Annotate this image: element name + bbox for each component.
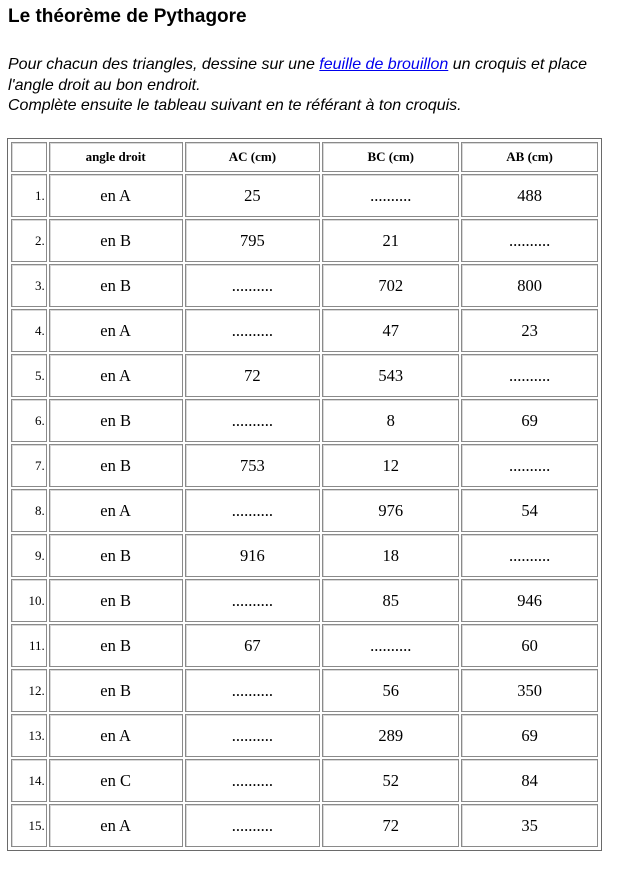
- row-number: 10.: [11, 579, 47, 622]
- cell-angle-droit: en B: [49, 444, 183, 487]
- cell-ac: ..........: [185, 759, 321, 802]
- cell-angle-droit: en B: [49, 579, 183, 622]
- header-bc: BC (cm): [322, 142, 459, 172]
- table-row: [11, 759, 598, 802]
- cell-bc: 18: [322, 534, 459, 577]
- row-number: 5.: [11, 354, 47, 397]
- table-row: [11, 399, 598, 442]
- row-number: 14.: [11, 759, 47, 802]
- exercise-table: [9, 140, 600, 849]
- instructions-text-before-link: Pour chacun des triangles, dessine sur une: [8, 56, 320, 73]
- cell-ac: 795: [185, 219, 321, 262]
- row-number: 15.: [11, 804, 47, 847]
- cell-angle-droit: en B: [49, 399, 183, 442]
- cell-angle-droit: en B: [49, 669, 183, 712]
- cell-bc: 8: [322, 399, 459, 442]
- row-number: 4.: [11, 309, 47, 352]
- cell-ab: ..........: [461, 219, 598, 262]
- table-row: [11, 714, 598, 757]
- table-body: [11, 174, 598, 847]
- cell-ac: ..........: [185, 309, 321, 352]
- cell-bc: 47: [322, 309, 459, 352]
- table-row: [11, 534, 598, 577]
- row-number: 8.: [11, 489, 47, 532]
- table-row: [11, 579, 598, 622]
- cell-bc: 52: [322, 759, 459, 802]
- cell-bc: 702: [322, 264, 459, 307]
- cell-angle-droit: en B: [49, 624, 183, 667]
- cell-ac: 67: [185, 624, 321, 667]
- row-number: 7.: [11, 444, 47, 487]
- cell-ac: 916: [185, 534, 321, 577]
- table-row: [11, 489, 598, 532]
- cell-bc: 543: [322, 354, 459, 397]
- cell-ab: 69: [461, 399, 598, 442]
- header-angle-droit: angle droit: [49, 142, 183, 172]
- cell-ac: ..........: [185, 804, 321, 847]
- cell-ab: ..........: [461, 534, 598, 577]
- cell-ab: 60: [461, 624, 598, 667]
- cell-angle-droit: en A: [49, 309, 183, 352]
- cell-bc: 976: [322, 489, 459, 532]
- cell-ab: 35: [461, 804, 598, 847]
- cell-ac: ..........: [185, 399, 321, 442]
- cell-ac: 753: [185, 444, 321, 487]
- page-title: Le théorème de Pythagore: [8, 6, 247, 27]
- header-ac: AC (cm): [185, 142, 321, 172]
- instructions-text-after-link: un croquis et place l'angle droit au bon endroit.: [8, 56, 588, 94]
- cell-ab: 350: [461, 669, 598, 712]
- table-row: [11, 804, 598, 847]
- row-number: 12.: [11, 669, 47, 712]
- row-number: 3.: [11, 264, 47, 307]
- table-row: [11, 444, 598, 487]
- cell-ac: ..........: [185, 669, 321, 712]
- table-row: [11, 219, 598, 262]
- row-number: 11.: [11, 624, 47, 667]
- cell-ac: ..........: [185, 264, 321, 307]
- table-row: [11, 264, 598, 307]
- row-number: 1.: [11, 174, 47, 217]
- cell-ab: 946: [461, 579, 598, 622]
- cell-ac: ..........: [185, 714, 321, 757]
- cell-ac: 25: [185, 174, 321, 217]
- cell-angle-droit: en A: [49, 354, 183, 397]
- header-ab: AB (cm): [461, 142, 598, 172]
- table-row: [11, 309, 598, 352]
- cell-bc: ..........: [322, 624, 459, 667]
- header-number: [11, 142, 47, 172]
- cell-angle-droit: en A: [49, 489, 183, 532]
- cell-angle-droit: en B: [49, 534, 183, 577]
- cell-ab: ..........: [461, 354, 598, 397]
- exercise-table-frame: [7, 138, 602, 851]
- cell-angle-droit: en A: [49, 714, 183, 757]
- cell-ac: ..........: [185, 579, 321, 622]
- cell-angle-droit: en A: [49, 174, 183, 217]
- row-number: 9.: [11, 534, 47, 577]
- instructions-line-2: Complète ensuite le tableau suivant en te référant à ton croquis.: [8, 97, 462, 114]
- cell-ac: 72: [185, 354, 321, 397]
- cell-ab: 69: [461, 714, 598, 757]
- cell-ab: 54: [461, 489, 598, 532]
- cell-bc: 12: [322, 444, 459, 487]
- cell-bc: 85: [322, 579, 459, 622]
- cell-bc: 56: [322, 669, 459, 712]
- cell-angle-droit: en B: [49, 264, 183, 307]
- cell-bc: 21: [322, 219, 459, 262]
- table-row: [11, 624, 598, 667]
- row-number: 2.: [11, 219, 47, 262]
- table-row: [11, 354, 598, 397]
- brouillon-link[interactable]: feuille de brouillon: [319, 56, 449, 73]
- cell-bc: 72: [322, 804, 459, 847]
- cell-ab: 23: [461, 309, 598, 352]
- cell-bc: ..........: [322, 174, 459, 217]
- cell-ab: 84: [461, 759, 598, 802]
- cell-angle-droit: en C: [49, 759, 183, 802]
- cell-bc: 289: [322, 714, 459, 757]
- table-row: [11, 174, 598, 217]
- cell-ab: ..........: [461, 444, 598, 487]
- cell-angle-droit: en A: [49, 804, 183, 847]
- row-number: 13.: [11, 714, 47, 757]
- cell-ac: ..........: [185, 489, 321, 532]
- table-row: [11, 669, 598, 712]
- row-number: 6.: [11, 399, 47, 442]
- cell-angle-droit: en B: [49, 219, 183, 262]
- cell-ab: 488: [461, 174, 598, 217]
- table-header-row: [11, 142, 598, 172]
- cell-ab: 800: [461, 264, 598, 307]
- instructions: [8, 55, 628, 117]
